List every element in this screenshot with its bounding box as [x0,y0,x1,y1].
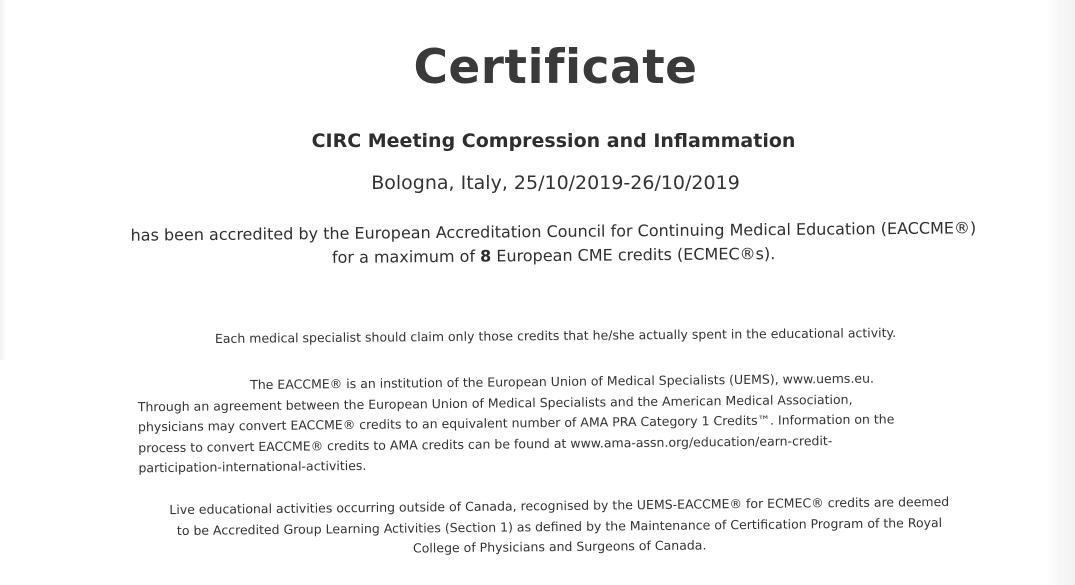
canada-line-1: Live educational activities occurring outside of Canada, recognised by the UEMS-EACCME® for ECMEC® credits are deemed [169,493,950,518]
page-shadow-left [0,0,6,360]
canada-line-2: to be Accredited Group Learning Activities (Section 1) as defined by the Maintenance of Certification Program of the Royal [176,514,943,538]
meeting-name: CIRC Meeting Compression and Inflammation [311,130,796,152]
canada-line-3: College of Physicians and Surgeons of Canada. [412,537,707,556]
venue-dates: Bologna, Italy, 25/10/2019-26/10/2019 [371,172,740,194]
accreditation-prefix: for a maximum of [331,246,481,267]
uems-line-2: Through an agreement between the European Union of Medical Specialists and the American Medical Association, [137,391,853,414]
claim-note: Each medical specialist should claim only those credits that he/she actually spent in the educational activity. [214,325,897,346]
uems-paragraph [9,366,1075,480]
accreditation-suffix: European CME credits (ECMEC®s). [491,244,776,266]
uems-line-5: participation-international-activities. [138,457,367,476]
uems-line-3: physicians may convert EACCME® credits to an equivalent number of AMA PRA Category 1 Credits™. Information on the [137,411,895,435]
uems-line-1: The EACCME® is an institution of the European Union of Medical Specialists (UEMS), www.uems.eu. [250,370,875,393]
uems-line-4: process to convert EACCME® credits to AMA credits can be found at www.ama-assn.org/education/earn-credit- [138,432,833,455]
credit-count: 8 [480,246,492,266]
accreditation-line-1: has been accredited by the European Accreditation Council for Continuing Medical Education (EACCME®) [130,218,977,245]
certificate-title: Certificate [413,40,698,95]
accreditation-statement [16,215,1075,272]
canada-paragraph [22,490,1075,563]
